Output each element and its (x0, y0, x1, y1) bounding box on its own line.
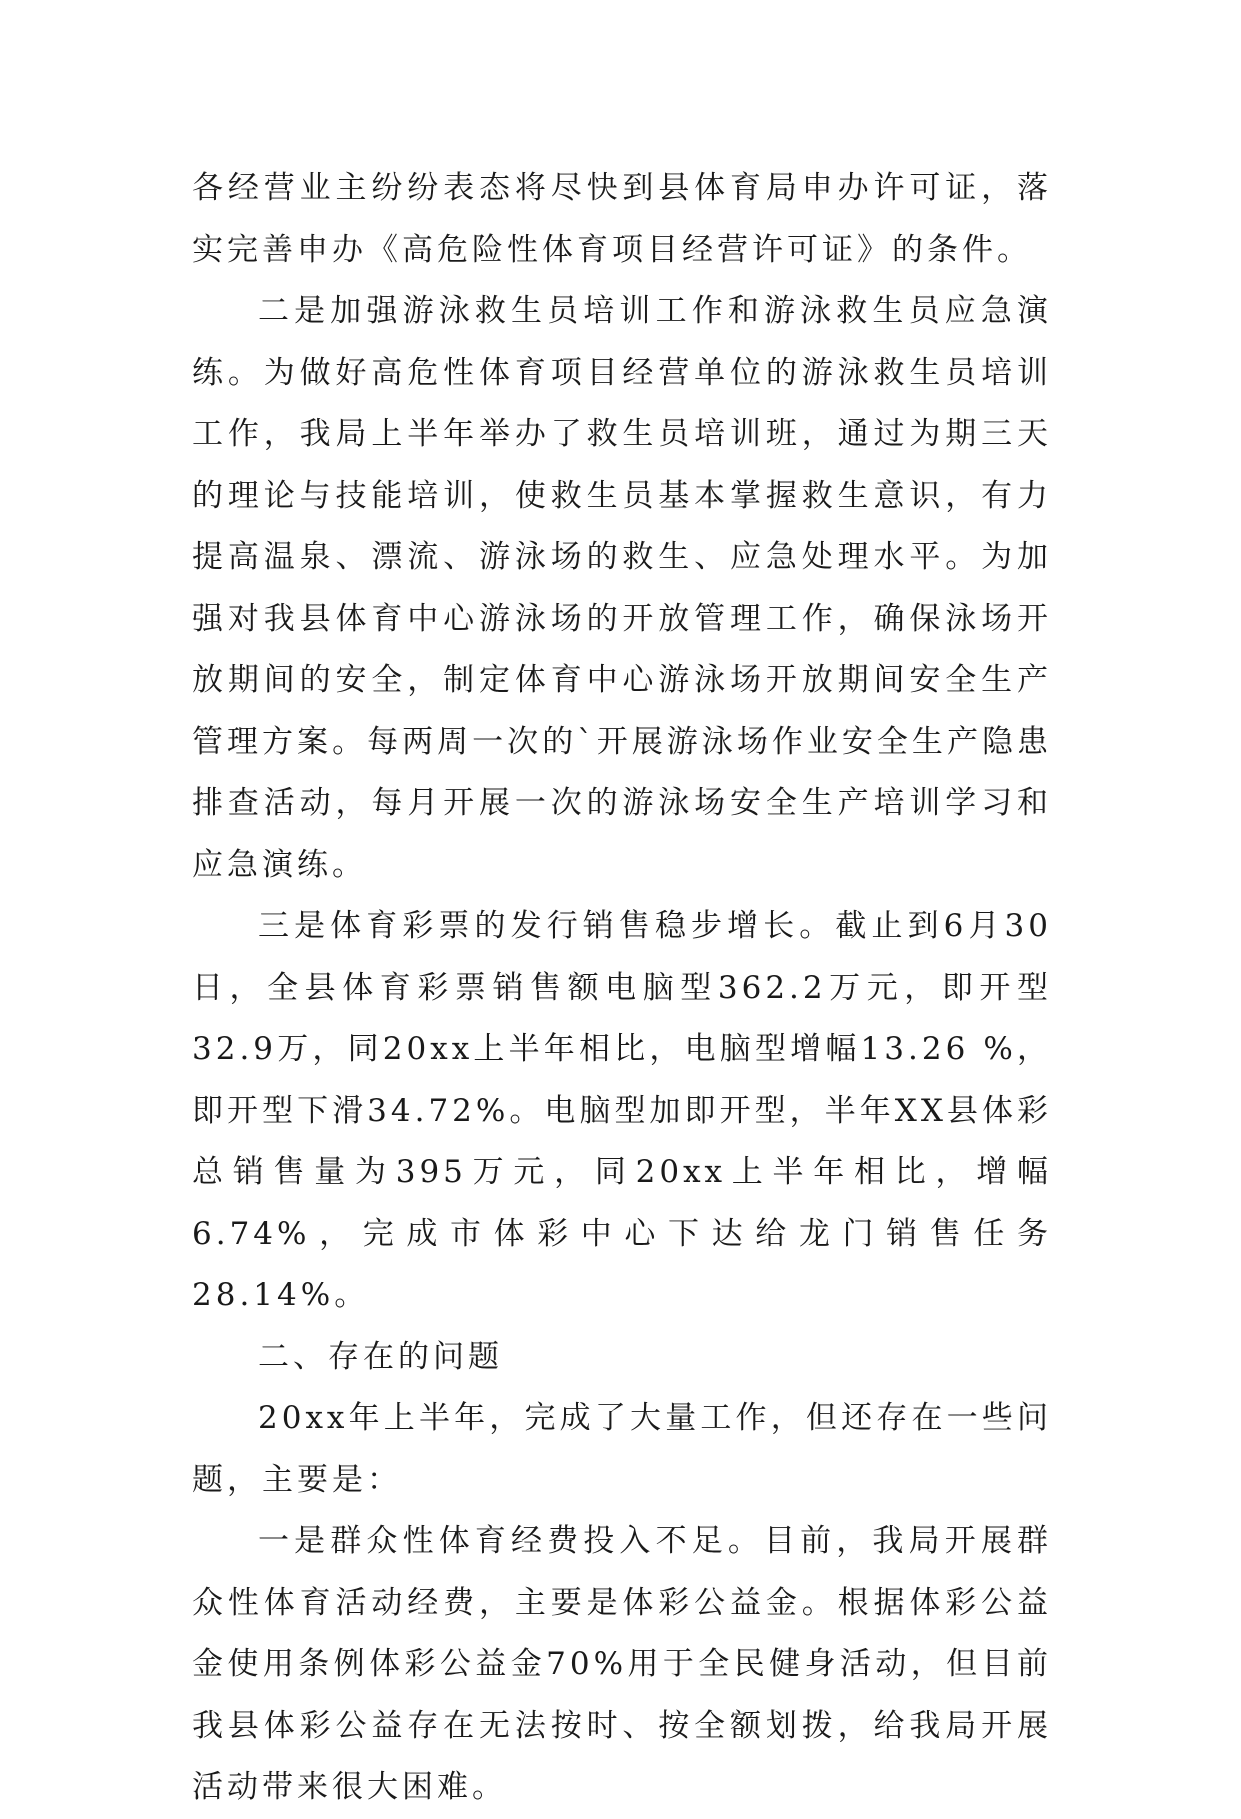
paragraph-lifeguard-training: 二是加强游泳救生员培训工作和游泳救生员应急演练。为做好高危性体育项目经营单位的游泳救生员培训工作，我局上半年举办了救生员培训班，通过为期三天的理论与技能培训，使救生员基本掌握救生意识，有力提高温泉、漂流、游泳场的救生、应急处理水平。为加强对我县体育中心游泳场的开放管理工作，确保泳场开放期间的安全，制定体育中心游泳场开放期间安全生产管理方案。每两周一次的`开展游泳场作业安全生产隐患排查活动，每月开展一次的游泳场安全生产培训学习和应急演练。 (192, 293, 1052, 883)
paragraph-licence-conditions: 各经营业主纷纷表态将尽快到县体育局申办许可证，落实完善申办《高危险性体育项目经营许可证》的条件。 (192, 170, 1052, 268)
document-body (192, 158, 1052, 1819)
paragraph-problems-intro: 20xx年上半年，完成了大量工作，但还存在一些问题，主要是： (192, 1400, 1052, 1498)
paragraph-lottery-sales: 三是体育彩票的发行销售稳步增长。截止到6月30日，全县体育彩票销售额电脑型362.2万元，即开型32.9万，同20xx上半年相比，电脑型增幅13.26 %，即开型下滑34.72%。电脑型加即开型，半年XX县体彩总销售量为395万元，同20xx上半年相比，增幅6.74%，完成市体彩中心下达给龙门销售任务28.14%。 (192, 908, 1052, 1313)
section-heading-problems: 二、存在的问题 (258, 1338, 503, 1375)
paragraph-funding-shortage: 一是群众性体育经费投入不足。目前，我局开展群众性体育活动经费，主要是体彩公益金。根据体彩公益金使用条例体彩公益金70%用于全民健身活动，但目前我县体彩公益存在无法按时、按全额划拨，给我局开展活动带来很大困难。 (192, 1523, 1052, 1805)
